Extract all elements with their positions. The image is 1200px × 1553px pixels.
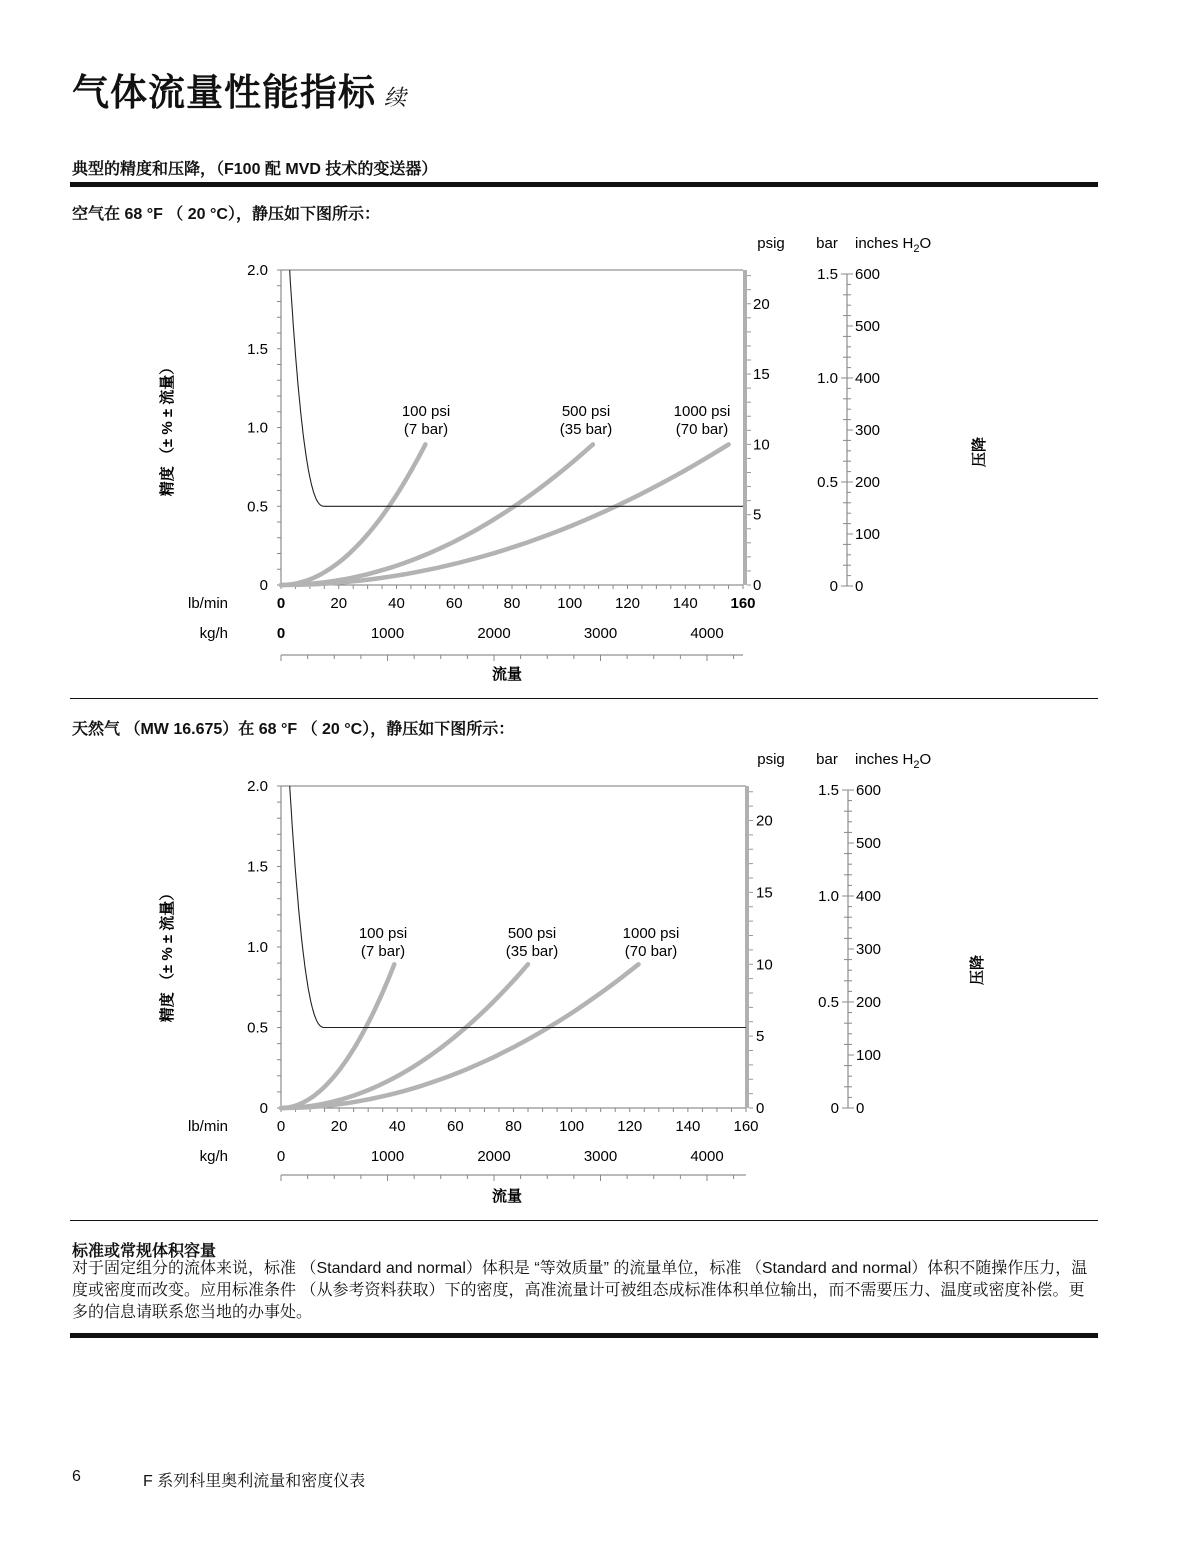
bar-tick-label: 0.5 [818,994,839,1011]
inches-h2o-header: inches $H_2O$ [855,751,932,771]
kgh-tick-label: 1000 [370,625,405,642]
section-divider [70,698,1098,699]
lbmin-tick-label: 100 [559,1118,585,1135]
bar-tick-label: 1.5 [818,782,839,799]
curve-label-bar: (35 bar) [505,943,559,960]
y-tick-label: 1.5 [247,858,268,876]
y-tick-label: 0 [259,1100,268,1117]
curve-label-pressure: 1000 psi [622,925,680,942]
lbmin-tick-label: 160 [730,595,756,612]
lbmin-tick-label: 120 [617,1118,643,1135]
inch-tick-label: 600 [856,782,882,799]
bar-tick-label: 1.5 [817,266,838,283]
y-tick-label: 0.5 [247,1019,268,1037]
pressure-drop-title: 压降 [969,954,986,986]
lbmin-tick-label: 160 [733,1118,759,1135]
lbmin-tick-label: 120 [614,595,641,612]
lbmin-tick-label: 40 [388,1118,406,1135]
y-axis-title: 精度 （± % ± 流量） [159,359,176,497]
inch-tick-label: 300 [856,941,882,958]
lbmin-tick-label: 140 [672,595,698,612]
y-axis-title: 精度 （± % ± 流量） [159,885,176,1023]
lbmin-tick-label: 0 [276,595,286,612]
curve-label-pressure: 100 psi [358,925,408,942]
page-number: 6 [72,1468,81,1485]
curve-label-pressure: 1000 psi [673,403,731,420]
inch-tick-label: 200 [856,994,882,1011]
psig-tick-label: 10 [756,956,773,974]
inch-tick-label: 400 [855,370,881,387]
lbmin-tick-label: 40 [388,595,405,612]
inch-tick-label: 0 [856,1100,865,1117]
pressure-drop-title: 压降 [971,436,988,468]
lbmin-tick-label: 60 [445,595,463,612]
kgh-tick-label: 1000 [370,1148,405,1165]
inch-tick-label: 200 [855,474,881,491]
bar-header: bar [816,235,838,252]
lbmin-tick-label: 80 [505,1118,522,1135]
kgh-tick-label: 2000 [477,625,511,642]
kgh-axis-label: kg/h [199,625,228,642]
accuracy-curve [290,270,743,506]
inch-tick-label: 0 [855,578,864,595]
bar-tick-label: 0.5 [817,474,838,491]
lbmin-tick-label: 80 [503,595,521,612]
psig-tick-label: 10 [753,436,770,454]
curve-label-bar: (70 bar) [624,943,678,960]
inch-tick-label: 500 [855,318,881,335]
psig-tick-label: 5 [753,506,762,524]
chart-2-caption: 天然气 （MW 16.675）在 68 °F （ 20 °C），静压如下图所示： [72,721,515,738]
note-bottom-rule [70,1333,1098,1338]
y-tick-label: 0.5 [247,498,268,516]
curve-label-bar: (70 bar) [675,421,729,438]
kgh-tick-label: 4000 [690,1148,724,1165]
bar-tick-label: 0 [830,1100,839,1117]
curve-label-pressure: 500 psi [561,403,611,420]
curve-label-bar: (7 bar) [403,421,449,438]
lbmin-tick-label: 20 [330,595,348,612]
kgh-tick-label: 0 [276,625,286,642]
lbmin-tick-label: 60 [447,1118,464,1135]
curve-label-bar: (7 bar) [360,943,406,960]
note-top-rule [70,1220,1098,1221]
page-title: 气体流量性能指标 续 [72,72,408,113]
bar-tick-label: 1.0 [818,888,839,905]
y-tick-label: 2.0 [247,262,268,279]
note-body: 对于固定组分的流体来说，标准 （Standard and normal）体积是 “等效质量” 的流量单位，标准 （Standard and normal）体积不随操作压力，温度或密度而改变。应用标准条件 （从参考资料获取）下的密度，高准流量计可被组态成标准体积单位输出，而不需要压力、温度或密度补偿。更多的信息请联系您当地的办事处。 [72,1260,1088,1321]
kgh-tick-label: 3000 [583,1148,618,1165]
curve-label-bar: (35 bar) [559,421,613,438]
x-axis-title: 流量 [491,1188,523,1205]
chart-2-natural-gas [0,742,1200,1216]
section-subtitle: 典型的精度和压降，（F100 配 MVD 技术的变送器） [72,161,438,178]
lbmin-axis-label: lb/min [187,1118,228,1135]
header-rule [70,182,1098,187]
y-tick-label: 0 [259,577,268,594]
publication-title: F 系列科里奥利流量和密度仪表 [143,1473,366,1490]
kgh-tick-label: 2000 [477,1148,511,1165]
curve-label-pressure: 500 psi [507,925,557,942]
pressure-curve-3 [281,964,639,1108]
accuracy-curve [290,786,746,1028]
psig-tick-label: 5 [756,1028,765,1046]
y-tick-label: 1.0 [247,419,268,437]
psig-tick-label: 0 [756,1100,765,1117]
inch-tick-label: 600 [855,266,881,283]
pressure-curve-2 [281,444,593,585]
lbmin-tick-label: 20 [330,1118,348,1135]
lbmin-axis-label: lb/min [187,595,228,612]
inches-h2o-header: inches $H_2O$ [855,235,932,255]
chart-1-air [0,226,1200,696]
pressure-curve-2 [281,964,528,1108]
continued-label: 续 [384,85,408,110]
curve-label-pressure: 100 psi [401,403,451,420]
bar-tick-label: 0 [829,578,838,595]
note-heading: 标准或常规体积容量 [72,1243,217,1260]
kgh-tick-label: 0 [276,1148,286,1165]
bar-header: bar [816,751,838,768]
inch-tick-label: 400 [856,888,882,905]
psig-tick-label: 0 [753,577,762,594]
y-tick-label: 1.5 [247,340,268,358]
inch-tick-label: 100 [855,526,881,543]
psig-tick-label: 20 [756,812,773,830]
y-tick-label: 1.0 [247,939,268,956]
lbmin-tick-label: 0 [276,1118,286,1135]
psig-header: psig [757,751,785,768]
bar-tick-label: 1.0 [817,370,838,387]
kgh-tick-label: 4000 [690,625,724,642]
lbmin-tick-label: 100 [557,595,583,612]
psig-header: psig [757,235,785,252]
inch-tick-label: 300 [855,422,881,439]
chart-1-caption: 空气在 68 °F （ 20 °C），静压如下图所示： [72,206,380,223]
psig-tick-label: 20 [753,295,770,313]
inch-tick-label: 100 [856,1047,882,1064]
psig-tick-label: 15 [753,366,770,384]
kgh-axis-label: kg/h [199,1148,228,1165]
lbmin-tick-label: 140 [675,1118,701,1135]
y-tick-label: 2.0 [247,778,268,795]
psig-tick-label: 15 [756,884,773,902]
x-axis-title: 流量 [491,666,523,683]
kgh-tick-label: 3000 [583,625,618,642]
inch-tick-label: 500 [856,835,882,852]
